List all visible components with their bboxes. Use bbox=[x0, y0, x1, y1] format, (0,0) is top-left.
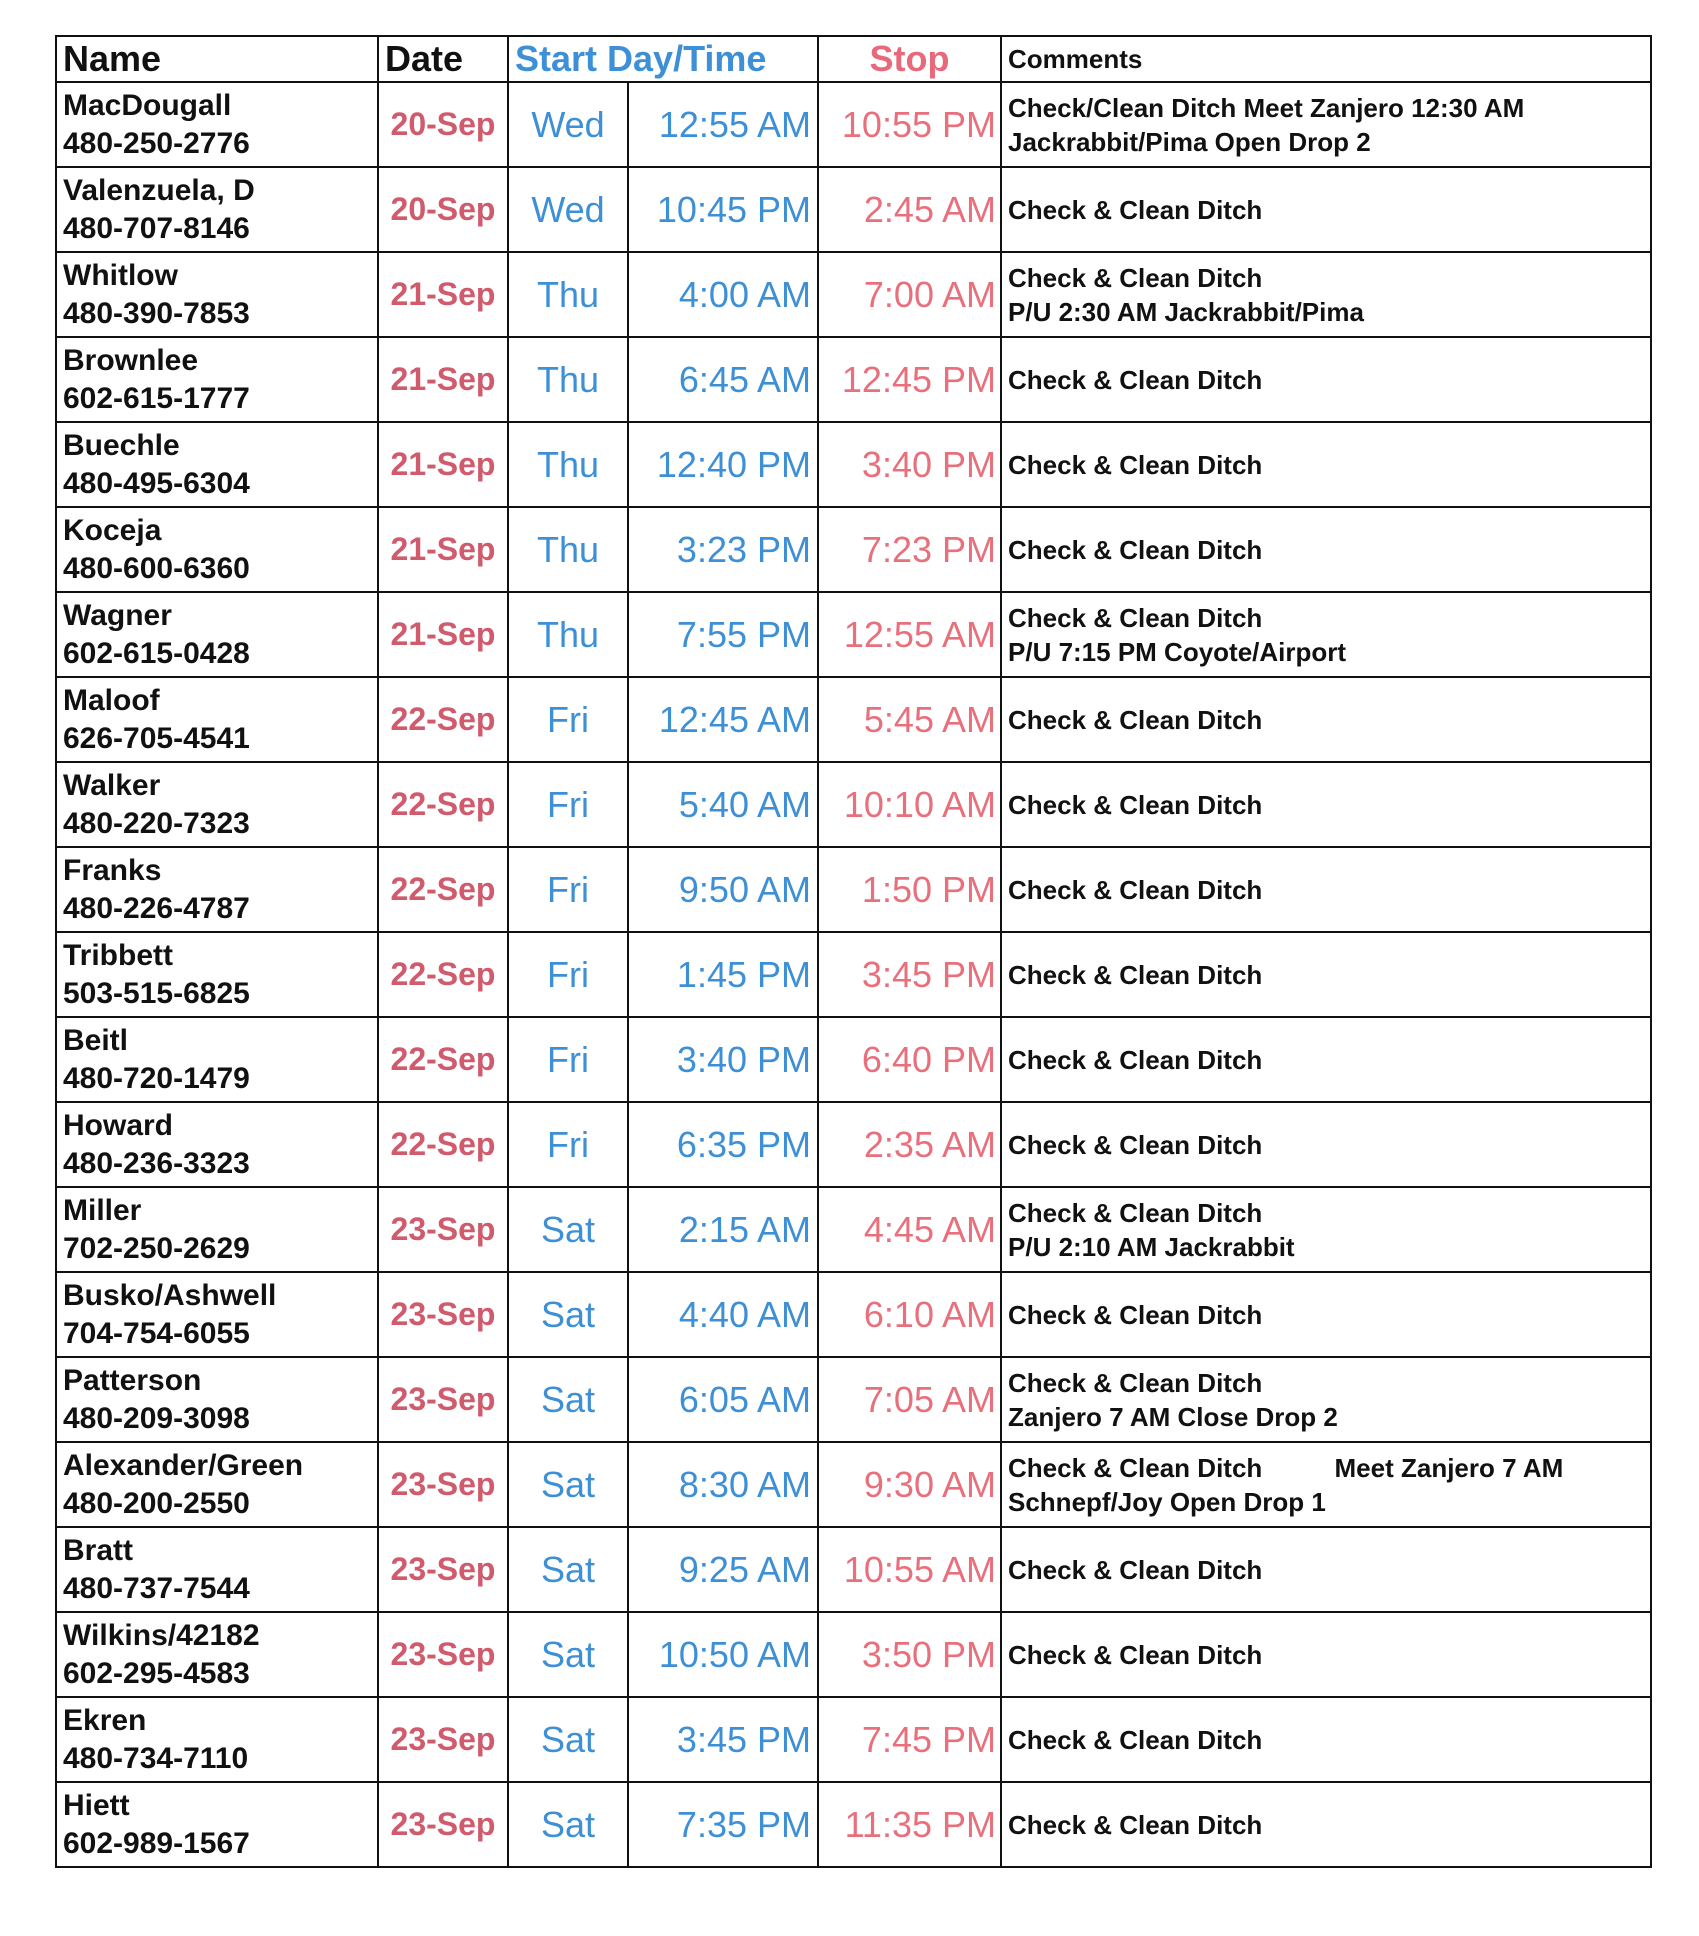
table-row bbox=[56, 1357, 1651, 1442]
name-cell bbox=[56, 82, 378, 167]
comments-cell bbox=[1001, 762, 1651, 847]
table-row bbox=[56, 762, 1651, 847]
stop-time-cell: 1:50 PM bbox=[818, 847, 1001, 932]
person-name: Walker bbox=[63, 768, 161, 802]
day-cell: Fri bbox=[508, 1102, 628, 1187]
comments-cell bbox=[1001, 252, 1651, 337]
person-name: Miller bbox=[63, 1193, 142, 1227]
phone-number: 602-989-1567 bbox=[63, 1826, 250, 1860]
date-cell: 22-Sep bbox=[378, 677, 508, 762]
start-time-cell: 7:35 PM bbox=[628, 1782, 818, 1867]
stop-time-cell: 7:05 AM bbox=[818, 1357, 1001, 1442]
comment-line-1: Check & Clean Ditch bbox=[1008, 1554, 1263, 1585]
start-time-cell: 3:40 PM bbox=[628, 1017, 818, 1102]
day-cell: Thu bbox=[508, 507, 628, 592]
date-cell: 23-Sep bbox=[378, 1357, 508, 1442]
header-date: Date bbox=[378, 36, 508, 82]
phone-number: 480-200-2550 bbox=[63, 1486, 250, 1520]
table-row bbox=[56, 1442, 1651, 1527]
start-time-cell: 12:55 AM bbox=[628, 82, 818, 167]
comments-cell bbox=[1001, 1697, 1651, 1782]
phone-number: 480-226-4787 bbox=[63, 891, 250, 925]
start-time-cell: 3:45 PM bbox=[628, 1697, 818, 1782]
comment-line-2: Schnepf/Joy Open Drop 1 bbox=[1008, 1486, 1326, 1517]
comments-cell bbox=[1001, 167, 1651, 252]
comments-cell bbox=[1001, 592, 1651, 677]
comment-line-1: Check & Clean Ditch bbox=[1008, 1044, 1263, 1075]
start-time-cell: 12:45 AM bbox=[628, 677, 818, 762]
stop-time-cell: 11:35 PM bbox=[818, 1782, 1001, 1867]
stop-time-cell: 9:30 AM bbox=[818, 1442, 1001, 1527]
stop-time-cell: 6:10 AM bbox=[818, 1272, 1001, 1357]
comment-line-1: Check & Clean Ditch bbox=[1008, 959, 1263, 990]
phone-number: 480-390-7853 bbox=[63, 296, 250, 330]
day-cell: Thu bbox=[508, 252, 628, 337]
start-time-cell: 1:45 PM bbox=[628, 932, 818, 1017]
comment-line-2: Zanjero 7 AM Close Drop 2 bbox=[1008, 1401, 1338, 1432]
person-name: Wagner bbox=[63, 598, 172, 632]
header-comments: Comments bbox=[1001, 36, 1651, 82]
table-row bbox=[56, 422, 1651, 507]
stop-time-cell: 4:45 AM bbox=[818, 1187, 1001, 1272]
stop-time-cell: 12:45 PM bbox=[818, 337, 1001, 422]
stop-time-cell: 6:40 PM bbox=[818, 1017, 1001, 1102]
table-row bbox=[56, 1612, 1651, 1697]
phone-number: 626-705-4541 bbox=[63, 721, 250, 755]
comments-cell bbox=[1001, 507, 1651, 592]
date-cell: 21-Sep bbox=[378, 507, 508, 592]
person-name: Brownlee bbox=[63, 343, 199, 377]
comment-line-2: P/U 2:30 AM Jackrabbit/Pima bbox=[1008, 296, 1364, 327]
comments-cell bbox=[1001, 1357, 1651, 1442]
day-cell: Thu bbox=[508, 422, 628, 507]
name-cell bbox=[56, 337, 378, 422]
person-name: Maloof bbox=[63, 683, 160, 717]
person-name: Koceja bbox=[63, 513, 162, 547]
phone-number: 602-615-1777 bbox=[63, 381, 250, 415]
date-cell: 20-Sep bbox=[378, 167, 508, 252]
table-row bbox=[56, 507, 1651, 592]
phone-number: 480-236-3323 bbox=[63, 1146, 250, 1180]
phone-number: 702-250-2629 bbox=[63, 1231, 250, 1265]
table-row bbox=[56, 1782, 1651, 1867]
name-cell bbox=[56, 1612, 378, 1697]
person-name: Beitl bbox=[63, 1023, 129, 1057]
name-cell bbox=[56, 1272, 378, 1357]
name-cell bbox=[56, 1527, 378, 1612]
person-name: Valenzuela, D bbox=[63, 173, 255, 207]
date-cell: 21-Sep bbox=[378, 422, 508, 507]
day-cell: Sat bbox=[508, 1272, 628, 1357]
person-name: Franks bbox=[63, 853, 162, 887]
date-cell: 23-Sep bbox=[378, 1187, 508, 1272]
person-name: Whitlow bbox=[63, 258, 178, 292]
comment-line-1: Check & Clean Ditch bbox=[1008, 704, 1263, 735]
date-cell: 23-Sep bbox=[378, 1272, 508, 1357]
comment-line-1: Check & Clean Ditch bbox=[1008, 262, 1263, 293]
comments-cell bbox=[1001, 1442, 1651, 1527]
day-cell: Sat bbox=[508, 1697, 628, 1782]
day-cell: Sat bbox=[508, 1527, 628, 1612]
phone-number: 480-495-6304 bbox=[63, 466, 250, 500]
start-time-cell: 9:25 AM bbox=[628, 1527, 818, 1612]
day-cell: Sat bbox=[508, 1187, 628, 1272]
day-cell: Fri bbox=[508, 1017, 628, 1102]
comment-line-2: Jackrabbit/Pima Open Drop 2 bbox=[1008, 126, 1371, 157]
date-cell: 22-Sep bbox=[378, 1102, 508, 1187]
start-time-cell: 12:40 PM bbox=[628, 422, 818, 507]
stop-time-cell: 3:45 PM bbox=[818, 932, 1001, 1017]
date-cell: 22-Sep bbox=[378, 847, 508, 932]
date-cell: 22-Sep bbox=[378, 932, 508, 1017]
stop-time-cell: 7:00 AM bbox=[818, 252, 1001, 337]
comment-line-1: Check & Clean Ditch bbox=[1008, 1367, 1263, 1398]
person-name: Howard bbox=[63, 1108, 174, 1142]
comment-line-1: Check & Clean Ditch bbox=[1008, 1809, 1263, 1840]
day-cell: Sat bbox=[508, 1357, 628, 1442]
schedule-table bbox=[55, 35, 1652, 1868]
comment-line-1: Check & Clean Ditch bbox=[1008, 874, 1263, 905]
day-cell: Thu bbox=[508, 337, 628, 422]
start-time-cell: 6:45 AM bbox=[628, 337, 818, 422]
start-time-cell: 6:35 PM bbox=[628, 1102, 818, 1187]
person-name: Patterson bbox=[63, 1363, 202, 1397]
comment-line-1: Check & Clean Ditch bbox=[1008, 1299, 1263, 1330]
date-cell: 22-Sep bbox=[378, 1017, 508, 1102]
person-name: Bratt bbox=[63, 1533, 134, 1567]
comment-line-1: Check & Clean Ditch bbox=[1008, 1639, 1263, 1670]
date-cell: 21-Sep bbox=[378, 592, 508, 677]
day-cell: Fri bbox=[508, 932, 628, 1017]
name-cell bbox=[56, 1017, 378, 1102]
schedule-sheet bbox=[55, 35, 1650, 1890]
person-name: Wilkins/42182 bbox=[63, 1618, 260, 1652]
day-cell: Sat bbox=[508, 1442, 628, 1527]
comment-line-1: Check & Clean Ditch bbox=[1008, 534, 1263, 565]
table-row bbox=[56, 1017, 1651, 1102]
start-time-cell: 8:30 AM bbox=[628, 1442, 818, 1527]
person-name: Buechle bbox=[63, 428, 180, 462]
table-row bbox=[56, 252, 1651, 337]
person-name: Hiett bbox=[63, 1788, 130, 1822]
phone-number: 480-209-3098 bbox=[63, 1401, 250, 1435]
start-time-cell: 10:45 PM bbox=[628, 167, 818, 252]
stop-time-cell: 3:50 PM bbox=[818, 1612, 1001, 1697]
name-cell bbox=[56, 762, 378, 847]
day-cell: Wed bbox=[508, 82, 628, 167]
comments-cell bbox=[1001, 1272, 1651, 1357]
phone-number: 480-707-8146 bbox=[63, 211, 250, 245]
name-cell bbox=[56, 1357, 378, 1442]
stop-time-cell: 10:55 AM bbox=[818, 1527, 1001, 1612]
stop-time-cell: 10:55 PM bbox=[818, 82, 1001, 167]
name-cell bbox=[56, 1187, 378, 1272]
stop-time-cell: 7:23 PM bbox=[818, 507, 1001, 592]
date-cell: 21-Sep bbox=[378, 337, 508, 422]
comment-line-1: Check & Clean Ditch bbox=[1008, 1129, 1263, 1160]
name-cell bbox=[56, 677, 378, 762]
table-row bbox=[56, 677, 1651, 762]
name-cell bbox=[56, 847, 378, 932]
stop-time-cell: 2:35 AM bbox=[818, 1102, 1001, 1187]
phone-number: 503-515-6825 bbox=[63, 976, 250, 1010]
name-cell bbox=[56, 1697, 378, 1782]
start-time-cell: 6:05 AM bbox=[628, 1357, 818, 1442]
name-cell bbox=[56, 422, 378, 507]
phone-number: 480-220-7323 bbox=[63, 806, 250, 840]
comment-line-1: Check & Clean Ditch bbox=[1008, 364, 1263, 395]
header-start: Start Day/Time bbox=[508, 36, 818, 82]
date-cell: 23-Sep bbox=[378, 1527, 508, 1612]
date-cell: 21-Sep bbox=[378, 252, 508, 337]
phone-number: 704-754-6055 bbox=[63, 1316, 250, 1350]
comments-cell bbox=[1001, 677, 1651, 762]
comments-cell bbox=[1001, 1102, 1651, 1187]
header-stop: Stop bbox=[818, 36, 1001, 82]
date-cell: 23-Sep bbox=[378, 1612, 508, 1697]
day-cell: Fri bbox=[508, 762, 628, 847]
header-row bbox=[56, 36, 1651, 82]
phone-number: 602-295-4583 bbox=[63, 1656, 250, 1690]
stop-time-cell: 2:45 AM bbox=[818, 167, 1001, 252]
table-row bbox=[56, 1527, 1651, 1612]
start-time-cell: 7:55 PM bbox=[628, 592, 818, 677]
comments-cell bbox=[1001, 932, 1651, 1017]
day-cell: Fri bbox=[508, 677, 628, 762]
table-row bbox=[56, 167, 1651, 252]
person-name: Busko/Ashwell bbox=[63, 1278, 277, 1312]
comments-cell bbox=[1001, 422, 1651, 507]
date-cell: 22-Sep bbox=[378, 762, 508, 847]
phone-number: 602-615-0428 bbox=[63, 636, 250, 670]
stop-time-cell: 10:10 AM bbox=[818, 762, 1001, 847]
table-row bbox=[56, 82, 1651, 167]
start-time-cell: 5:40 AM bbox=[628, 762, 818, 847]
date-cell: 20-Sep bbox=[378, 82, 508, 167]
table-row bbox=[56, 932, 1651, 1017]
comments-cell bbox=[1001, 337, 1651, 422]
phone-number: 480-250-2776 bbox=[63, 126, 250, 160]
comment-line-1: Check & Clean Ditch bbox=[1008, 602, 1263, 633]
name-cell bbox=[56, 252, 378, 337]
phone-number: 480-720-1479 bbox=[63, 1061, 250, 1095]
comment-line-1: Check & Clean Ditch bbox=[1008, 789, 1263, 820]
person-name: MacDougall bbox=[63, 88, 232, 122]
phone-number: 480-734-7110 bbox=[63, 1741, 249, 1775]
stop-time-cell: 3:40 PM bbox=[818, 422, 1001, 507]
start-time-cell: 4:00 AM bbox=[628, 252, 818, 337]
comments-cell bbox=[1001, 1187, 1651, 1272]
day-cell: Fri bbox=[508, 847, 628, 932]
comment-line-1: Check & Clean Ditch bbox=[1008, 1197, 1263, 1228]
name-cell bbox=[56, 1442, 378, 1527]
table-row bbox=[56, 1697, 1651, 1782]
person-name: Alexander/Green bbox=[63, 1448, 304, 1482]
comments-cell bbox=[1001, 1612, 1651, 1697]
date-cell: 23-Sep bbox=[378, 1442, 508, 1527]
comment-line-1: Check & Clean Ditch bbox=[1008, 194, 1263, 225]
name-cell bbox=[56, 932, 378, 1017]
start-time-cell: 2:15 AM bbox=[628, 1187, 818, 1272]
stop-time-cell: 5:45 AM bbox=[818, 677, 1001, 762]
comments-cell bbox=[1001, 1527, 1651, 1612]
comment-line-1: Check/Clean Ditch Meet Zanjero 12:30 AM bbox=[1008, 92, 1525, 123]
comments-cell bbox=[1001, 1782, 1651, 1867]
stop-time-cell: 12:55 AM bbox=[818, 592, 1001, 677]
header-name: Name bbox=[56, 36, 378, 82]
phone-number: 480-737-7544 bbox=[63, 1571, 250, 1605]
start-time-cell: 10:50 AM bbox=[628, 1612, 818, 1697]
table-row bbox=[56, 1102, 1651, 1187]
schedule-rows bbox=[56, 82, 1651, 1867]
name-cell bbox=[56, 1102, 378, 1187]
start-time-cell: 3:23 PM bbox=[628, 507, 818, 592]
person-name: Tribbett bbox=[63, 938, 173, 972]
comment-line-1: Check & Clean Ditch Meet Zanjero 7 AM bbox=[1008, 1452, 1564, 1483]
table-row bbox=[56, 337, 1651, 422]
date-cell: 23-Sep bbox=[378, 1782, 508, 1867]
date-cell: 23-Sep bbox=[378, 1697, 508, 1782]
comments-cell bbox=[1001, 82, 1651, 167]
table-row bbox=[56, 1187, 1651, 1272]
comments-cell bbox=[1001, 847, 1651, 932]
comment-line-1: Check & Clean Ditch bbox=[1008, 449, 1263, 480]
table-row bbox=[56, 847, 1651, 932]
name-cell bbox=[56, 592, 378, 677]
name-cell bbox=[56, 507, 378, 592]
day-cell: Sat bbox=[508, 1782, 628, 1867]
comment-line-2: P/U 2:10 AM Jackrabbit bbox=[1008, 1231, 1295, 1262]
start-time-cell: 9:50 AM bbox=[628, 847, 818, 932]
stop-time-cell: 7:45 PM bbox=[818, 1697, 1001, 1782]
phone-number: 480-600-6360 bbox=[63, 551, 250, 585]
comment-line-1: Check & Clean Ditch bbox=[1008, 1724, 1263, 1755]
table-row bbox=[56, 1272, 1651, 1357]
day-cell: Sat bbox=[508, 1612, 628, 1697]
person-name: Ekren bbox=[63, 1703, 147, 1737]
table-row bbox=[56, 592, 1651, 677]
name-cell bbox=[56, 167, 378, 252]
start-time-cell: 4:40 AM bbox=[628, 1272, 818, 1357]
day-cell: Thu bbox=[508, 592, 628, 677]
name-cell bbox=[56, 1782, 378, 1867]
comment-line-2: P/U 7:15 PM Coyote/Airport bbox=[1008, 636, 1347, 667]
day-cell: Wed bbox=[508, 167, 628, 252]
comments-cell bbox=[1001, 1017, 1651, 1102]
